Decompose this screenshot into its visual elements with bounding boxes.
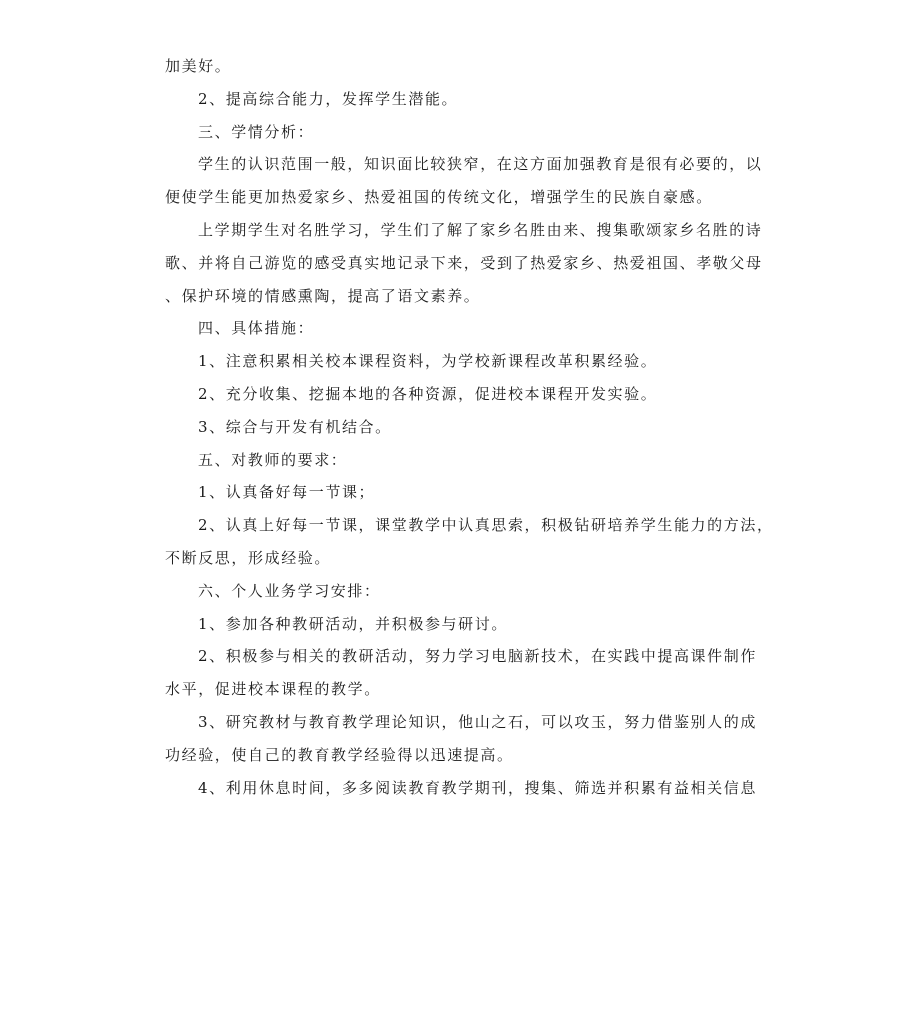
- text-line: 2、充分收集、挖掘本地的各种资源，促进校本课程开发实验。: [198, 384, 658, 403]
- text-line: 3、研究教材与教育教学理论知识，他山之石，可以攻玉，努力借鉴别人的成: [198, 712, 757, 731]
- text-line: 便使学生能更加热爱家乡、热爱祖国的传统文化，增强学生的民族自豪感。: [165, 188, 713, 207]
- section-heading: 六、个人业务学习安排：: [198, 581, 381, 600]
- text-line: 功经验，使自己的教育教学经验得以迅速提高。: [165, 745, 514, 764]
- document-body: [165, 50, 774, 804]
- section-heading: 三、学情分析：: [198, 122, 315, 141]
- text-line: 2、积极参与相关的教研活动，努力学习电脑新技术，在实践中提高课件制作: [198, 647, 757, 666]
- text-line: 2、认真上好每一节课，课堂教学中认真思索，积极钻研培养学生能力的方法，: [198, 516, 774, 535]
- text-line: 3、综合与开发有机结合。: [198, 417, 392, 436]
- text-line: 不断反思，形成经验。: [165, 548, 332, 567]
- text-line: 、保护环境的情感熏陶，提高了语文素养。: [165, 286, 481, 305]
- text-line: 4、利用休息时间，多多阅读教育教学期刊，搜集、筛选并积累有益相关信息: [198, 778, 757, 797]
- text-line: 水平，促进校本课程的教学。: [165, 680, 381, 699]
- text-line: 1、注意积累相关校本课程资料，为学校新课程改革积累经验。: [198, 352, 658, 371]
- text-line: 2、提高综合能力，发挥学生潜能。: [198, 89, 459, 108]
- section-heading: 四、具体措施：: [198, 319, 315, 338]
- section-heading: 五、对教师的要求：: [198, 450, 348, 469]
- text-line: 上学期学生对名胜学习，学生们了解了家乡名胜由来、搜集歌颂家乡名胜的诗: [198, 220, 763, 239]
- text-line: 1、认真备好每一节课；: [198, 483, 376, 502]
- text-line: 加美好。: [165, 57, 232, 75]
- text-line: 歌、并将自己游览的感受真实地记录下来，受到了热爱家乡、热爱祖国、孝敬父母: [165, 253, 763, 272]
- text-line: 1、参加各种教研活动，并积极参与研讨。: [198, 614, 508, 633]
- text-line: 学生的认识范围一般，知识面比较狭窄，在这方面加强教育是很有必要的，以: [198, 155, 763, 174]
